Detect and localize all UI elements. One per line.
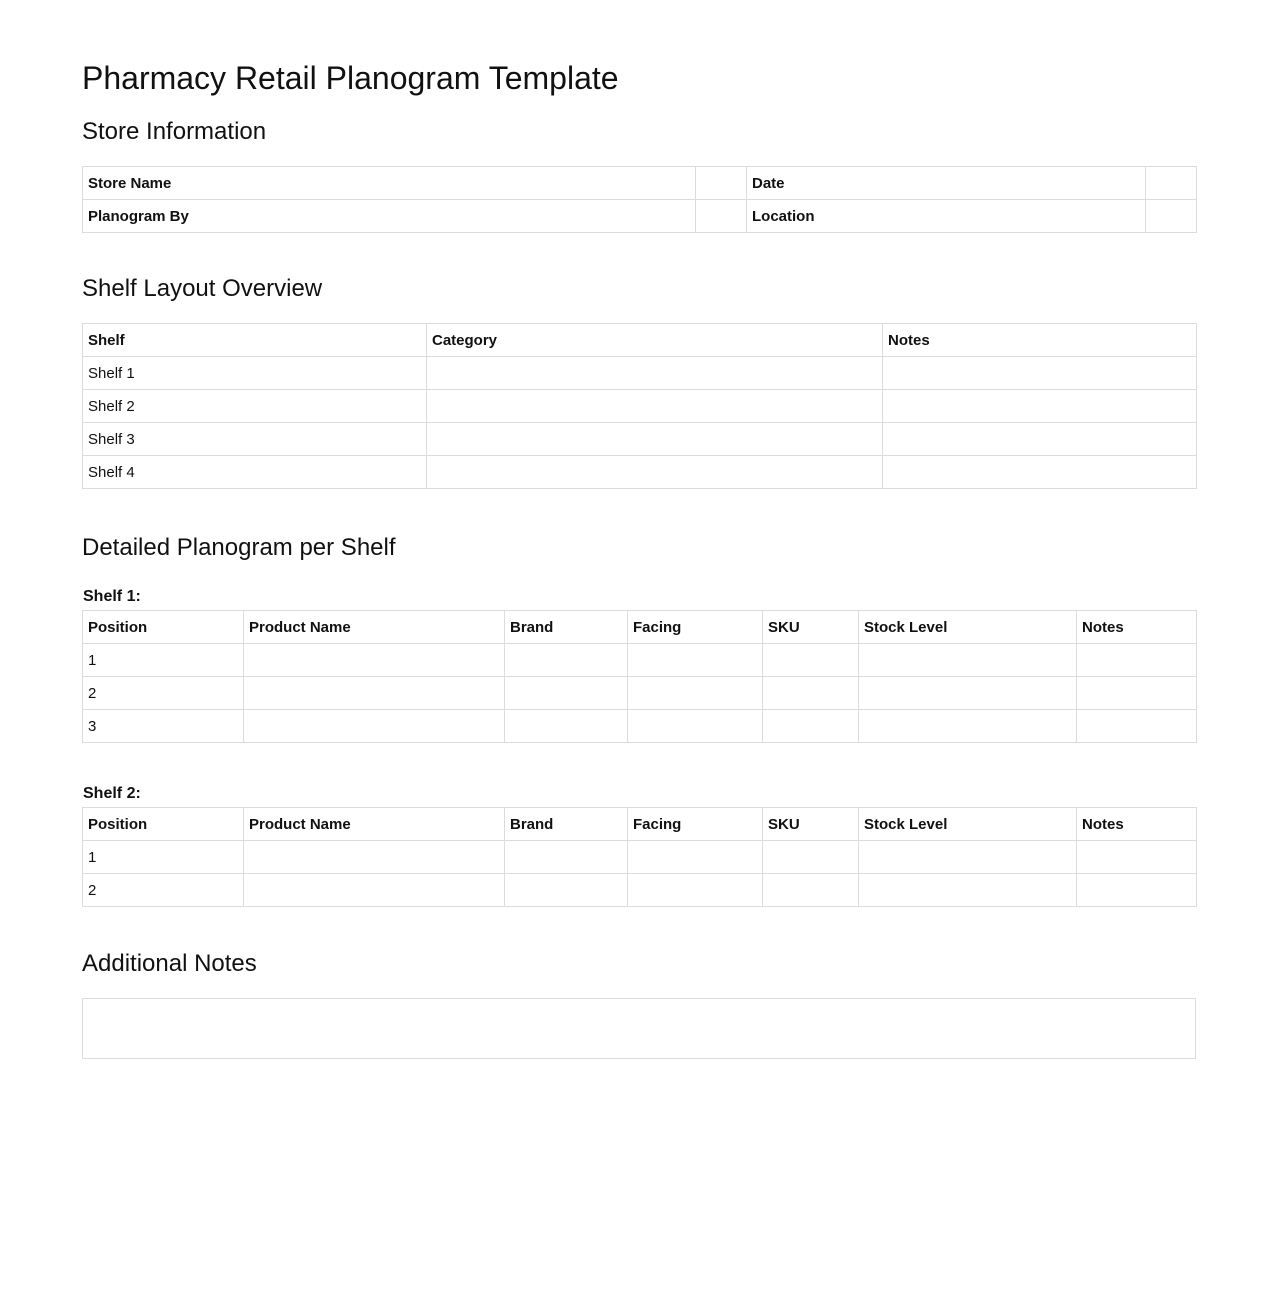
table-header-row <box>83 611 1197 644</box>
stock-level-cell[interactable] <box>859 710 1077 743</box>
product-name-cell[interactable] <box>244 644 505 677</box>
notes-cell[interactable] <box>1077 841 1197 874</box>
notes-cell[interactable] <box>883 390 1197 423</box>
table-header-row <box>83 808 1197 841</box>
position-cell: 2 <box>83 677 244 710</box>
position-cell: 3 <box>83 710 244 743</box>
stock-level-cell[interactable] <box>859 874 1077 907</box>
notes-cell[interactable] <box>883 357 1197 390</box>
sku-cell[interactable] <box>763 710 859 743</box>
column-header-facing: Facing <box>628 808 763 841</box>
brand-cell[interactable] <box>505 874 628 907</box>
additional-notes-box[interactable] <box>82 998 1196 1059</box>
sku-cell[interactable] <box>763 677 859 710</box>
column-header-category: Category <box>427 324 883 357</box>
additional-notes-heading: Additional Notes <box>82 950 257 977</box>
date-label: Date <box>747 167 1146 200</box>
category-cell[interactable] <box>427 357 883 390</box>
column-header-position: Position <box>83 611 244 644</box>
shelf-cell: Shelf 4 <box>83 456 427 489</box>
table-row <box>83 357 1197 390</box>
planogram-by-field[interactable] <box>696 200 747 233</box>
page-title: Pharmacy Retail Planogram Template <box>82 60 619 96</box>
column-header-product-name: Product Name <box>244 611 505 644</box>
table-row <box>83 710 1197 743</box>
brand-cell[interactable] <box>505 710 628 743</box>
store-name-label: Store Name <box>83 167 696 200</box>
column-header-notes: Notes <box>883 324 1197 357</box>
column-header-product-name: Product Name <box>244 808 505 841</box>
table-row <box>83 456 1197 489</box>
shelf-cell: Shelf 2 <box>83 390 427 423</box>
table-row <box>83 390 1197 423</box>
sku-cell[interactable] <box>763 644 859 677</box>
facing-cell[interactable] <box>628 710 763 743</box>
category-cell[interactable] <box>427 456 883 489</box>
column-header-brand: Brand <box>505 611 628 644</box>
column-header-notes: Notes <box>1077 808 1197 841</box>
detailed-planogram-heading: Detailed Planogram per Shelf <box>82 534 396 561</box>
column-header-position: Position <box>83 808 244 841</box>
table-row <box>83 200 1197 233</box>
notes-cell[interactable] <box>883 423 1197 456</box>
shelf-cell: Shelf 1 <box>83 357 427 390</box>
product-name-cell[interactable] <box>244 710 505 743</box>
notes-cell[interactable] <box>1077 677 1197 710</box>
shelf-2-title: Shelf 2: <box>83 785 141 802</box>
brand-cell[interactable] <box>505 644 628 677</box>
shelf-overview-table <box>82 323 1197 489</box>
table-header-row <box>83 324 1197 357</box>
shelf-2-table <box>82 807 1197 907</box>
table-row <box>83 167 1197 200</box>
position-cell: 1 <box>83 841 244 874</box>
sku-cell[interactable] <box>763 874 859 907</box>
stock-level-cell[interactable] <box>859 644 1077 677</box>
column-header-stock-level: Stock Level <box>859 611 1077 644</box>
date-field[interactable] <box>1146 167 1197 200</box>
notes-cell[interactable] <box>883 456 1197 489</box>
column-header-brand: Brand <box>505 808 628 841</box>
stock-level-cell[interactable] <box>859 841 1077 874</box>
facing-cell[interactable] <box>628 874 763 907</box>
column-header-notes: Notes <box>1077 611 1197 644</box>
table-row <box>83 841 1197 874</box>
shelf-overview-heading: Shelf Layout Overview <box>82 275 323 302</box>
column-header-stock-level: Stock Level <box>859 808 1077 841</box>
notes-cell[interactable] <box>1077 874 1197 907</box>
planogram-by-label: Planogram By <box>83 200 696 233</box>
notes-cell[interactable] <box>1077 710 1197 743</box>
store-info-table <box>82 166 1197 233</box>
facing-cell[interactable] <box>628 677 763 710</box>
location-field[interactable] <box>1146 200 1197 233</box>
shelf-1-title: Shelf 1: <box>83 588 141 605</box>
table-row <box>83 677 1197 710</box>
location-label: Location <box>747 200 1146 233</box>
column-header-facing: Facing <box>628 611 763 644</box>
shelf-1-table <box>82 610 1197 743</box>
brand-cell[interactable] <box>505 677 628 710</box>
facing-cell[interactable] <box>628 841 763 874</box>
sku-cell[interactable] <box>763 841 859 874</box>
brand-cell[interactable] <box>505 841 628 874</box>
column-header-shelf: Shelf <box>83 324 427 357</box>
table-row <box>83 423 1197 456</box>
facing-cell[interactable] <box>628 644 763 677</box>
stock-level-cell[interactable] <box>859 677 1077 710</box>
store-name-field[interactable] <box>696 167 747 200</box>
shelf-cell: Shelf 3 <box>83 423 427 456</box>
product-name-cell[interactable] <box>244 841 505 874</box>
notes-cell[interactable] <box>1077 644 1197 677</box>
table-row <box>83 644 1197 677</box>
category-cell[interactable] <box>427 390 883 423</box>
category-cell[interactable] <box>427 423 883 456</box>
store-info-heading: Store Information <box>82 118 267 145</box>
position-cell: 1 <box>83 644 244 677</box>
table-row <box>83 874 1197 907</box>
position-cell: 2 <box>83 874 244 907</box>
product-name-cell[interactable] <box>244 677 505 710</box>
product-name-cell[interactable] <box>244 874 505 907</box>
column-header-sku: SKU <box>763 808 859 841</box>
column-header-sku: SKU <box>763 611 859 644</box>
